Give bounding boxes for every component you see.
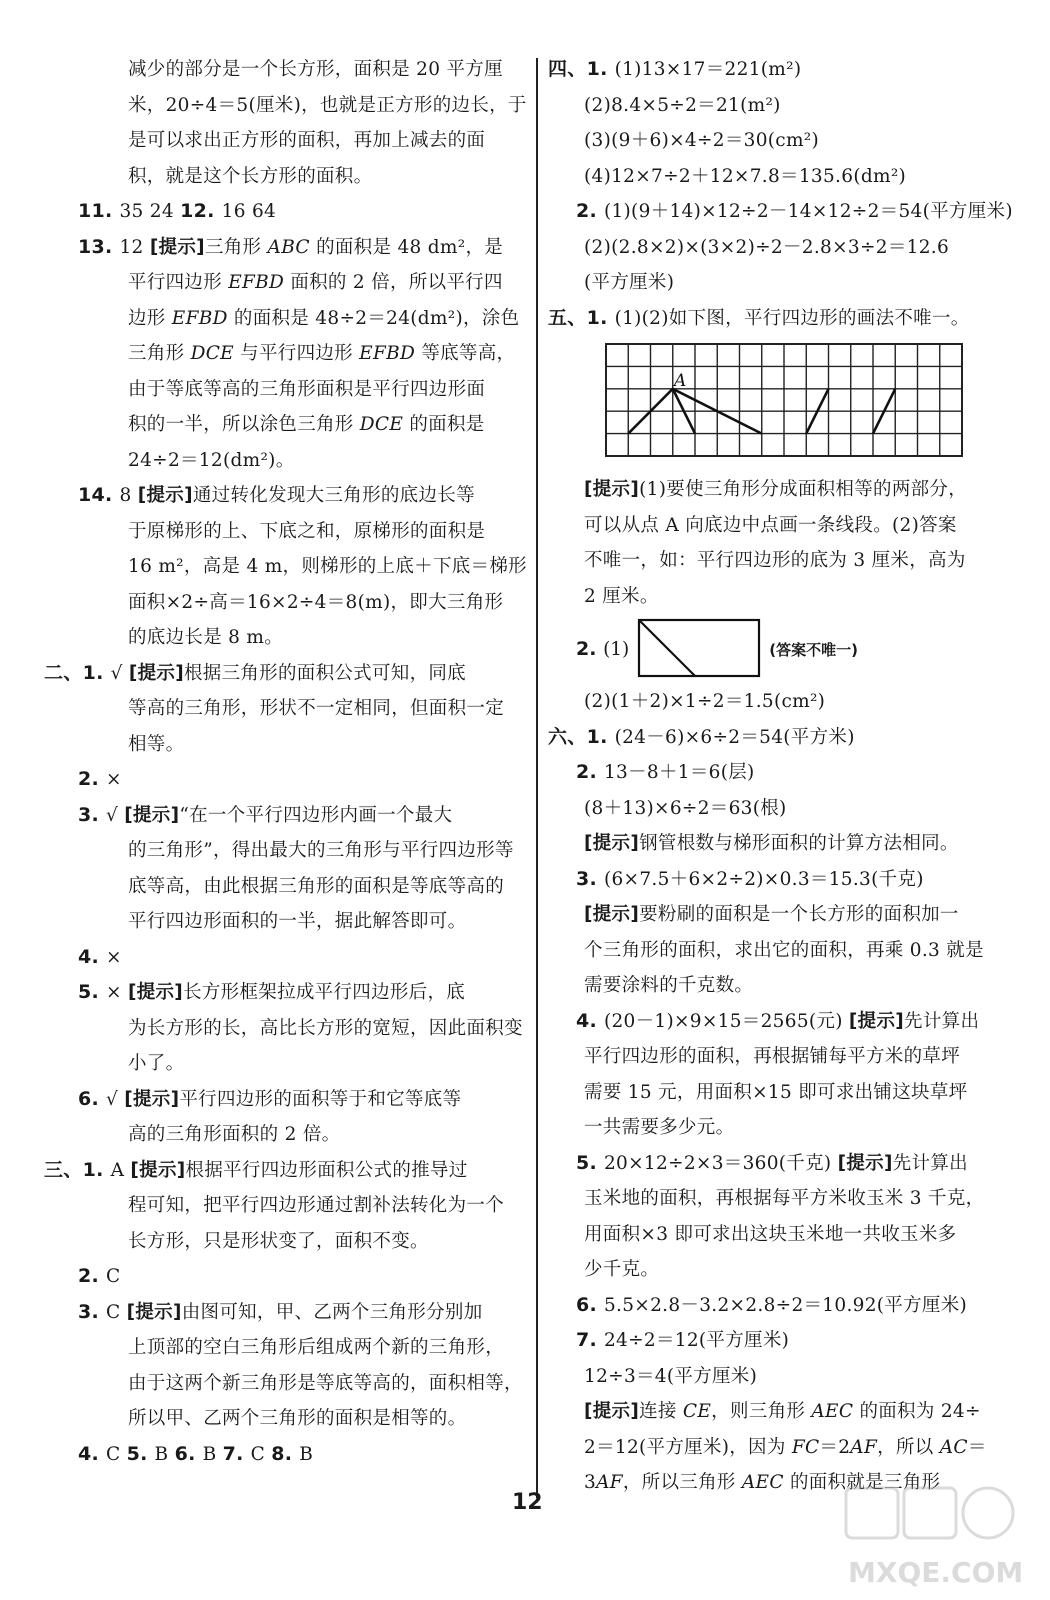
line-text: 平行四边形的面积，再根据铺每平方米的草坪 [584,1046,961,1067]
line-text: √ [110,662,129,684]
question-number: 7. [576,1329,604,1351]
line-text: EFBD [171,307,228,329]
line-text: EFBD [359,343,416,364]
line-text: (2)8.4×5÷2＝21(m²) [584,94,781,116]
line-text: B [154,1443,175,1465]
line-text: 先计算出 [904,1010,980,1032]
line-text: (2)(1＋2)×1÷2＝1.5(cm²) [584,691,826,712]
point-a-label: A [674,371,687,391]
question-number: 六、1. [548,725,615,748]
question-number: 4. [78,945,106,968]
line-text: √ [105,804,125,826]
line-text: (1)要使三角形分成面积相等的两部分， [639,479,968,500]
line-text: 程可知，把平行四边形通过割补法转化为一个 [128,1195,505,1216]
text-line [548,897,1026,933]
text-line [548,1288,1026,1324]
text-line [78,1082,526,1118]
text-line [78,1046,526,1082]
text-line [78,88,526,124]
text-line [78,372,526,408]
line-text: EFBD [228,272,285,293]
text-line [548,1394,1026,1430]
text-line [78,514,526,550]
line-text: 由于等底等高的三角形面积是平行四边形面 [128,378,486,400]
text-line [78,975,526,1011]
line-text: C [105,1266,121,1287]
text-line [78,940,526,976]
question-number: 13. [78,235,120,258]
question-number: 四、1. [548,58,615,80]
text-line [548,862,1026,898]
text-line [78,265,526,301]
question-number: 2. [576,761,604,783]
page-number: 12 [512,1490,543,1515]
line-text: 上顶部的空白三角形后组成两个新的三角形， [128,1337,505,1358]
text-line [78,478,526,514]
question-number: 5. [576,1151,604,1174]
text-line [548,508,1026,544]
line-text: 需要 15 元，用面积×15 即可求出铺这块草坪 [584,1081,968,1103]
line-text: (2)(2.8×2)×(3×2)÷2－2.8×3÷2＝12.6 [584,236,950,258]
line-text: AEC [741,1472,784,1493]
line-text: (6×7.5＋6×2÷2)×0.3＝15.3(千克) [603,868,924,890]
line-text: 16 64 [221,201,277,222]
hint-tag: [提示] [130,1159,186,1181]
line-text: (1)(2)如下图，平行四边形的画法不唯一。 [614,307,970,329]
hint-tag: [提示] [127,982,184,1003]
watermark-logo [838,1482,1034,1594]
text-line [548,159,1026,195]
text-line [78,762,526,798]
question-label: 2. (1) [576,638,630,660]
hint-tag: [提示] [584,904,640,925]
line-text: DCE [190,343,234,364]
text-line [78,1366,526,1402]
text-line [548,933,1026,969]
line-text: (1)(9＋14)×12÷2－14×12÷2＝54(平方厘米) [603,201,1013,222]
hint-tag: [提示] [584,833,640,854]
line-text: FC [791,1436,820,1458]
line-text: 小了。 [128,1053,185,1074]
text-line [78,1259,526,1295]
text-line [78,230,526,266]
question-number: 4. [576,1009,604,1032]
line-text: 需要涂料的千克数。 [584,975,754,996]
question-number: 12. [180,200,222,222]
line-text: 16 m²，高是 4 m，则梯形的上底＋下底＝梯形 [128,556,527,577]
line-text: 2 厘米。 [584,585,659,607]
hint-tag: [提示] [126,1301,182,1323]
text-line [548,968,1026,1004]
grid-figure [548,336,1026,472]
text-line [78,52,526,88]
line-text: C [250,1443,272,1465]
line-text: 积的一半，所以涂色三角形 [128,414,360,435]
text-line [44,1153,526,1189]
line-text: 减少的部分是一个长方形，面积是 20 平方厘 [128,59,503,80]
line-text: 13－8＋1＝6(层) [603,762,755,783]
text-line [548,791,1026,827]
question-number: 二、1. [44,661,111,684]
text-line [78,123,526,159]
line-text: 连接 [639,1401,683,1422]
line-text: 的三角形”，得出最大的三角形与平行四边形等 [128,840,514,861]
line-text: 长方形框架拉成平行四边形后，底 [183,982,466,1003]
line-text: 要粉刷的面积是一个长方形的面积加一 [639,904,959,925]
line-text: “在一个平行四边形内画一个最大 [179,804,453,826]
line-text: ＝2 [819,1436,851,1458]
hint-tag: [提示] [837,1152,893,1174]
line-text: 与平行四边形 [234,343,360,364]
text-line [548,1146,1026,1182]
rectangle-figure [637,618,763,680]
text-line [78,1117,526,1153]
line-text: 用面积×3 即可求出这块玉米地一共收玉米多 [584,1223,957,1245]
text-line [548,1004,1026,1040]
text-line [548,265,1026,301]
line-text: (8＋13)×6÷2＝63(根) [584,797,787,819]
hint-tag: [提示] [584,1401,640,1422]
line-text: 35 24 [119,201,181,222]
line-text: × [105,982,128,1003]
question-number: 11. [78,200,120,222]
text-line [78,798,526,834]
text-line [548,826,1026,862]
line-text: DCE [359,414,404,435]
column-divider [536,58,538,1498]
line-text: ，所以三角形 [622,1472,742,1493]
text-line [78,336,526,372]
line-text: 钢管根数与梯形面积的计算方法相同。 [639,833,959,854]
line-text: (4)12×7÷2＋12×7.8＝135.6(dm²) [584,165,907,187]
line-text: ，则三角形 [711,1401,812,1422]
question-number: 2. [78,1265,106,1287]
text-line [78,620,526,656]
text-line [78,443,526,479]
question-number: 4. [78,1442,106,1465]
line-text: 是可以求出正方形的面积，再加上减去的面 [128,130,486,151]
text-line [78,407,526,443]
line-text: 的面积为 24÷ [853,1401,981,1422]
text-line [548,230,1026,266]
line-text: 平行四边形面积的一半，据此解答即可。 [128,911,467,932]
line-text: × [105,946,122,968]
text-line [548,755,1026,791]
line-text: 5.5×2.8－3.2×2.8÷2＝10.92(平方厘米) [603,1294,968,1316]
line-text: B [299,1443,314,1465]
line-text: 平行四边形的面积等于和它等底等 [179,1088,462,1110]
text-line [548,720,1026,756]
question-number: 7. [222,1442,251,1465]
line-text: 三角形 [128,343,191,364]
question-number: 2. [78,768,106,790]
line-text: 为长方形的长，高比长方形的宽短，因此面积变 [128,1017,523,1039]
hint-tag: [提示] [584,479,640,500]
line-text: 的面积就是三角形 [783,1472,941,1493]
text-line [78,1224,526,1260]
question-number: 8. [271,1442,300,1465]
line-text: 于原梯形的上、下底之和，原梯形的面积是 [128,520,486,542]
watermark-text: MXQE.COM [848,1556,1024,1589]
text-line [78,1011,526,1047]
question-number: 3. [78,803,106,826]
question-number: 6. [78,1087,106,1110]
text-line [78,585,526,621]
right-column [548,52,1026,1501]
text-line [548,1181,1026,1217]
text-line [548,1217,1026,1253]
line-text: 底等高，由此根据三角形的面积是等底等高的 [128,875,505,897]
text-line [78,869,526,905]
text-line [548,579,1026,615]
line-text: 12 [119,236,150,258]
line-text: 先计算出 [892,1152,968,1174]
text-line [548,52,1026,88]
question-number: 6. [174,1442,203,1465]
line-text: 三角形 [204,236,268,258]
line-text: AC [939,1436,968,1458]
line-text: 不唯一，如：平行四边形的底为 3 厘米，高为 [584,550,966,571]
question-number: 五、1. [548,306,615,329]
line-text: C [105,1443,127,1465]
line-text: 等底等高， [415,343,516,364]
text-line [548,301,1026,337]
line-text: C [105,1301,127,1323]
line-text: 积，就是这个长方形的面积。 [128,165,373,187]
text-line [78,1295,526,1331]
grid-lines [606,344,962,456]
line-text: 面积的 2 倍，所以平行四 [284,272,503,293]
text-line [548,684,1026,720]
text-line [78,159,526,195]
line-text: 玉米地的面积，再根据每平方米收玉米 3 千克， [584,1188,985,1209]
text-line [548,1039,1026,1075]
text-line [548,194,1026,230]
text-line [548,1323,1026,1359]
line-text: 的面积是 [403,414,485,435]
section-four-and-five-answers [548,52,1026,336]
line-text: 高的三角形面积的 2 倍。 [128,1124,341,1145]
question-number: 2. [576,200,604,222]
line-text: 8 [119,485,138,506]
question-five-two [548,614,1026,684]
hint-tag: [提示] [149,236,205,258]
line-text: ，所以 [877,1436,940,1458]
line-text: 可以从点 A 向底边中点画一条线段。(2)答案 [584,514,957,536]
answer-grid-diagram [604,342,964,460]
line-text: 平行四边形 [128,272,229,293]
text-line [548,543,1026,579]
text-line [78,904,526,940]
text-line [78,1188,526,1224]
section-five-hint [548,472,1026,614]
line-text: AEC [811,1401,854,1422]
line-text: 相等。 [128,733,185,755]
text-line [78,1437,526,1473]
question-number: 三、1. [44,1158,111,1181]
question-number: 3. [576,867,604,890]
text-line [548,1075,1026,1111]
text-line [78,1401,526,1437]
line-text: 20×12÷2×3＝360(千克) [603,1152,838,1174]
line-text: 12÷3＝4(平方厘米) [584,1365,758,1387]
line-text: CE [682,1401,712,1422]
line-text: 24÷2＝12(平方厘米) [603,1330,790,1351]
hint-tag: [提示] [124,1088,180,1110]
text-line [78,833,526,869]
text-line [548,472,1026,508]
text-line [548,1110,1026,1146]
line-text: 3 [584,1472,597,1493]
text-line [78,691,526,727]
left-column [44,52,527,1472]
line-text: (3)(9＋6)×4÷2＝30(cm²) [584,130,820,151]
line-text: 的底边长是 8 m。 [128,627,284,648]
question-number: 5. [126,1442,155,1465]
text-line [78,549,526,585]
text-line [78,194,526,230]
line-text: 通过转化发现大三角形的底边长等 [192,485,475,506]
line-text: 米，20÷4＝5(厘米)，也就是正方形的边长，于 [128,94,527,116]
line-text: 由图可知，甲、乙两个三角形分别加 [181,1301,483,1323]
question-number: 6. [576,1293,604,1316]
line-text: 等高的三角形，形状不一定相同，但面积一定 [128,698,505,719]
line-text: 根据三角形的面积公式可知，同底 [183,662,466,684]
line-text: √ [105,1088,125,1110]
line-text: 的面积是 48÷2＝24(dm²)，涂色 [227,307,520,329]
line-text: (20－1)×9×15＝2565(元) [603,1010,849,1032]
line-text: 面积×2÷高＝16×2÷4＝8(m)，即大三角形 [128,591,504,613]
question-number: 3. [78,1300,106,1323]
text-line [44,656,526,692]
line-text: 的面积是 48 dm²，是 [309,236,504,258]
line-text: 一共需要多少元。 [584,1117,735,1138]
line-text: 少千克。 [584,1259,660,1280]
hint-tag: [提示] [124,804,180,826]
text-line [548,1359,1026,1395]
line-text: A [110,1159,131,1181]
line-text: 所以甲、乙两个三角形的面积是相等的。 [128,1408,467,1429]
line-text: AF [596,1472,623,1493]
text-line [548,123,1026,159]
text-line [548,1252,1026,1288]
text-line [548,1430,1026,1466]
text-line [78,727,526,763]
line-text: ＝ [967,1436,987,1458]
line-text: 边形 [128,307,172,329]
line-text: (1)13×17＝221(m²) [614,59,802,80]
text-line [78,1330,526,1366]
answer-note: (答案不唯一) [769,640,858,659]
line-text: 24÷2＝12(dm²)。 [128,449,295,471]
line-text: 长方形，只是形状变了，面积不变。 [128,1230,429,1252]
line-text: B [202,1443,223,1465]
line-text: AF [850,1436,878,1458]
line-text: × [105,769,122,790]
line-text: 根据平行四边形面积公式的推导过 [185,1159,468,1181]
hint-tag: [提示] [848,1010,905,1032]
line-text: 由于这两个新三角形是等底等高的，面积相等， [128,1372,523,1394]
line-text: 2＝12(平方厘米)，因为 [584,1436,792,1458]
hint-tag: [提示] [128,662,184,684]
hint-tag: [提示] [137,485,193,506]
question-number: 5. [78,981,106,1003]
text-line [78,301,526,337]
line-text: (平方厘米) [584,272,675,293]
text-line [548,88,1026,124]
section-six-answers [548,684,1026,1501]
question-number: 14. [78,484,120,506]
line-text: ABC [267,236,310,258]
line-text: 个三角形的面积，求出它的面积，再乘 0.3 就是 [584,939,984,961]
line-text: (24－6)×6÷2＝54(平方米) [614,726,855,748]
